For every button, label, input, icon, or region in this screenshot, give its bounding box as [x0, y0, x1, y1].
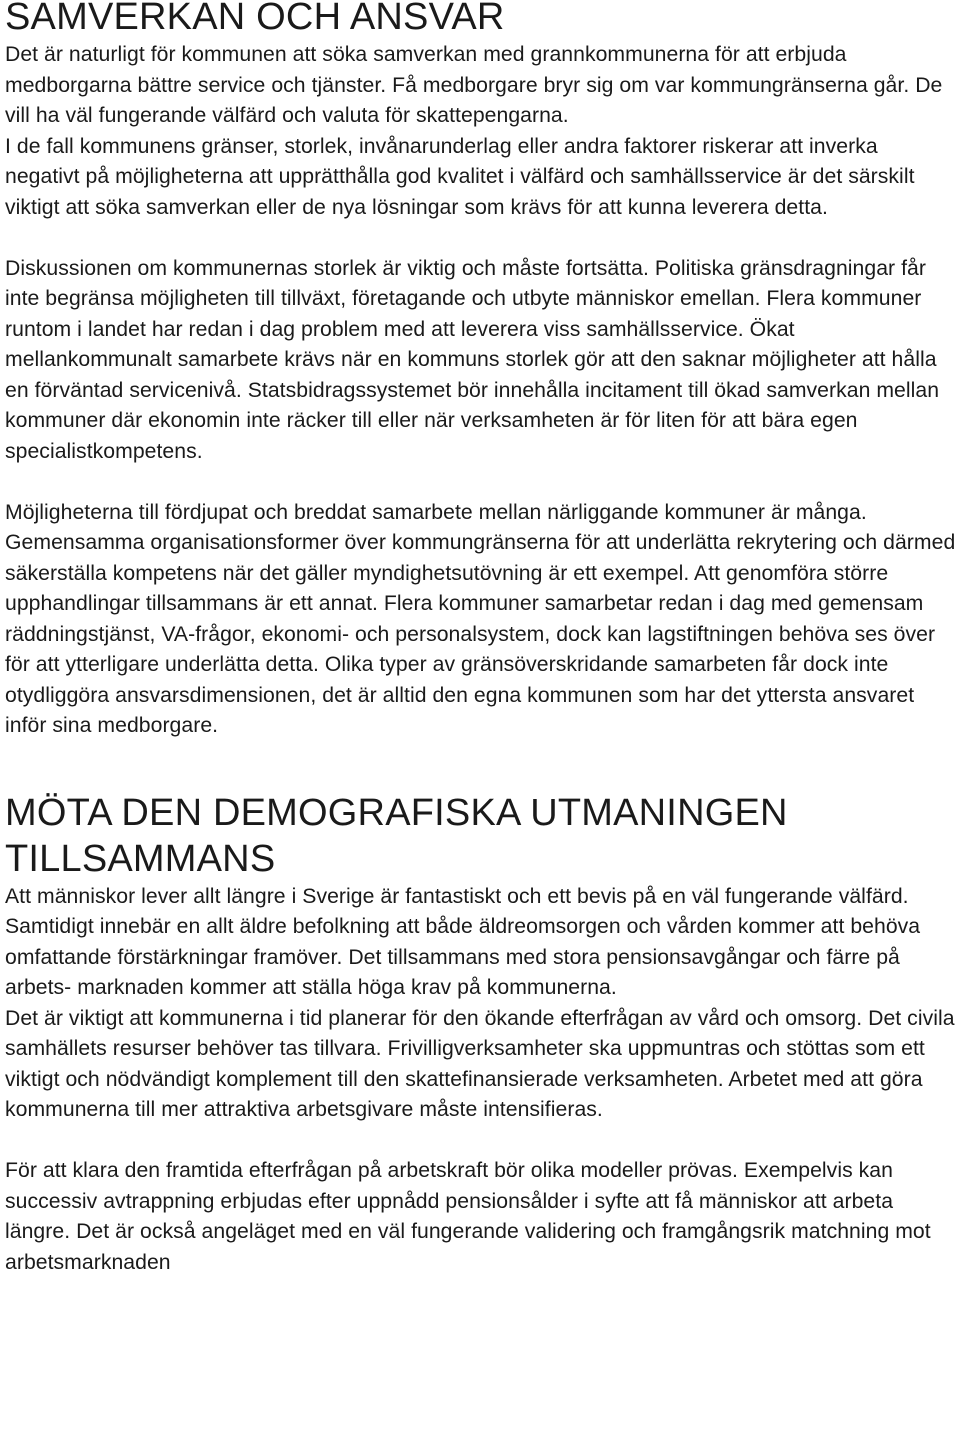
document-page — [5, 0, 957, 1278]
section-heading-demografi: MÖTA DEN DEMOGRAFISKA UTMANINGEN TILLSAMMANS — [5, 791, 788, 880]
section-heading-samverkan: SAMVERKAN OCH ANSVAR — [5, 0, 505, 38]
paragraph: Diskussionen om kommunernas storlek är viktig och måste fortsätta. Politiska gränsdragningar får inte begränsa möjligheten till tillväxt, företagande och utbyte människor emellan. Flera kommuner runtom i landet har redan i dag problem med att leverera viss samhällsservice. Ökat mellankommunalt samarbete krävs när en kommuns storlek gör att den saknar möjligheter att hålla en förväntad servicenivå. Statsbidragssystemet bör innehålla incitament till ökad samverkan mellan kommuner där ekonomin inte räcker till eller när verksamheten är för liten för att bära egen specialistkompetens. — [5, 256, 940, 463]
paragraph: Det är viktigt att kommunerna i tid planerar för den ökande efterfrågan av vård och omsorg. Det civila samhällets resurser behöver tas tillvara. Frivilligverksamheter ska uppmuntras och stöttas som ett viktigt och nödvändigt komplement till den skattefinansierade verksamheten. Arbetet med att göra kommunerna till mer attraktiva arbetsgivare måste intensifieras. — [5, 1006, 955, 1121]
paragraph: Att människor lever allt längre i Sverige är fantastiskt och ett bevis på en väl fungerande välfärd. Samtidigt innebär en allt äldre befolkning att både äldreomsorgen och vården kommer att behöva omfattande förstärkningar framöver. Det tillsammans med stora pensionsavgångar och färre på arbets- marknaden kommer att ställa höga krav på kommunerna. — [5, 884, 921, 999]
paragraph: I de fall kommunens gränser, storlek, invånarunderlag eller andra faktorer riskerar att inverka negativt på möjligheterna att upprätthålla god kvalitet i välfärd och samhällsservice är det särskilt viktigt att söka samverkan eller de nya lösningar som krävs för att kunna leverera detta. — [5, 134, 915, 219]
paragraph: För att klara den framtida efterfrågan på arbetskraft bör olika modeller prövas. Exempelvis kan successiv avtrappning erbjudas efter uppnådd pensionsålder i syfte att få människor att arbeta längre. Det är också angeläget med en väl fungerande validering och framgångsrik matchning mot arbetsmarknaden — [5, 1159, 931, 1274]
paragraph: Det är naturligt för kommunen att söka samverkan med grannkommunerna för att erbjuda medborgarna bättre service och tjänster. Få medborgare bryr sig om var kommungränserna går. De vill ha väl fungerande välfärd och valuta för skattepengarna. — [5, 43, 943, 127]
paragraph: Möjligheterna till fördjupat och breddat samarbete mellan närliggande kommuner är många. Gemensamma organisationsformer över kommungränserna för att underlätta rekrytering och därmed säkerställa kompetens när det gäller myndighetsutövning är ett exempel. Att genomföra större upphandlingar tillsammans är ett annat. Flera kommuner samarbetar redan i dag med gemensam räddningstjänst, VA-frågor, ekonomi- och personalsystem, dock kan lagstiftningen behöva ses över för att ytterligare underlätta detta. Olika typer av gränsöverskridande samarbeten får dock inte otydliggöra ansvarsdimensionen, det är alltid den egna kommunen som har det yttersta ansvaret inför sina medborgare. — [5, 500, 956, 737]
